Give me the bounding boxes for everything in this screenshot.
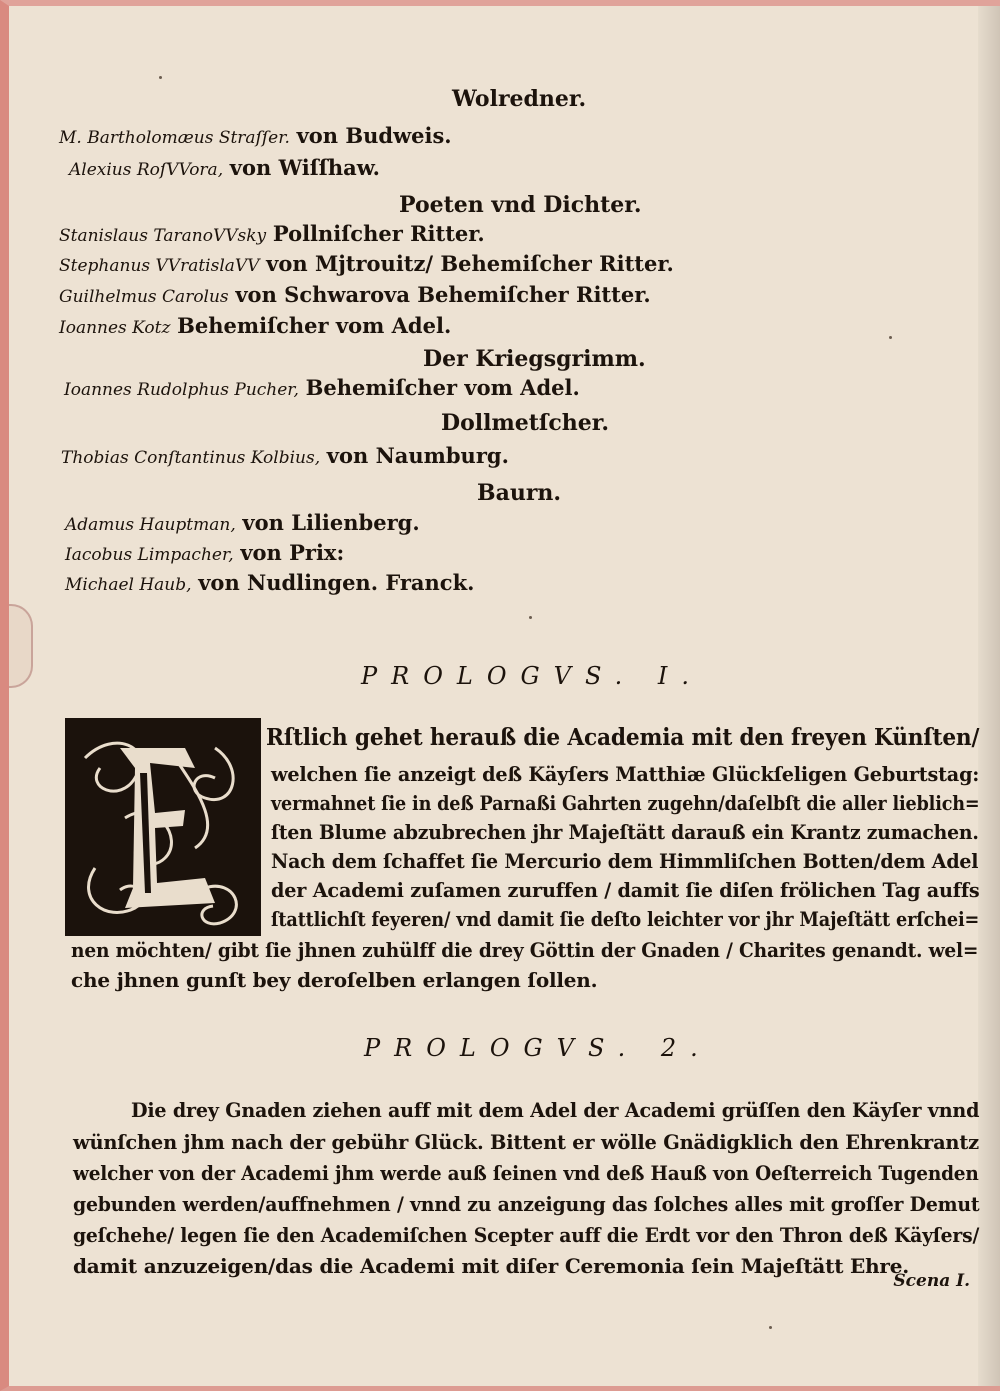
cast-entry: Ioannes Rudolphus Pucher, Behemiſcher vom Adel. xyxy=(64,375,580,400)
paper-speck xyxy=(529,616,532,619)
role-heading: Baurn. xyxy=(477,480,562,506)
cast-entry: Iacobus Limpacher, von Prix: xyxy=(65,540,345,565)
cast-entry: Stanislaus TaranoVVsky Pollniſcher Ritter. xyxy=(59,221,485,246)
prologus-1-line: der Academi zuſamen zuruffen / damit ſie diſen frölichen Tag auffs xyxy=(271,878,980,902)
cast-entry: Thobias Conſtantinus Kolbius, von Naumburg. xyxy=(61,443,509,468)
prologus-1-line: ſten Blume abzubrechen jhr Majeſtätt darauß ein Krantz zumachen. xyxy=(271,820,979,844)
paper-speck xyxy=(159,76,162,79)
prologus-2-line: wünſchen jhm nach der gebühr Glück. Bittent er wölle Gnädigklich den Ehrenkrantz xyxy=(73,1130,979,1154)
prologus-2-line: damit anzuzeigen/das die Academi mit diſer Ceremonia ſein Majeſtätt Ehre. xyxy=(73,1254,910,1278)
prologus-1-title: PROLOGVS. I. xyxy=(361,662,703,690)
cast-entry: Stephanus VVratislaVV von Mjtrouitz/ Behemiſcher Ritter. xyxy=(59,251,674,276)
prologus-2-line: welcher von der Academi jhm werde auß ſeinen vnd deß Hauß von Oeſterreich Tugenden xyxy=(73,1161,979,1185)
page-gutter xyxy=(978,6,1000,1391)
prologus-2-line: Die drey Gnaden ziehen auff mit dem Adel der Academi grüſſen den Käyſer vnnd xyxy=(131,1098,980,1122)
catchword: Scena I. xyxy=(893,1271,970,1291)
paper-speck xyxy=(889,336,892,339)
prologus-2-title: PROLOGVS. 2. xyxy=(364,1034,712,1062)
cast-entry: Ioannes Kotz Behemiſcher vom Adel. xyxy=(59,313,452,338)
role-heading: Der Kriegsgrimm. xyxy=(423,346,646,372)
prologus-1-line: welchen ſie anzeigt deß Käyſers Matthiæ Glückſeligen Geburtstag: xyxy=(271,762,980,786)
prologus-2-line: gebunden werden/auffnehmen / vnnd zu anzeigung das ſolches alles mit groſſer Demut xyxy=(73,1192,980,1216)
prologus-1-line: vermahnet ſie in deß Parnaßi Gahrten zugehn/daſelbſt die aller lieblich= xyxy=(271,791,980,815)
page-fold-tab xyxy=(9,604,33,688)
prologus-1-line: che jhnen gunſt bey deroſelben erlangen ſollen. xyxy=(71,968,598,992)
cast-entry: Guilhelmus Carolus von Schwarova Behemiſcher Ritter. xyxy=(59,282,651,307)
role-heading: Wolredner. xyxy=(452,86,587,112)
cast-entry: Michael Haub, von Nudlingen. Franck. xyxy=(65,570,475,595)
role-heading: Dollmetſcher. xyxy=(441,410,609,436)
role-heading: Poeten vnd Dichter. xyxy=(399,192,642,218)
prologus-1-line: ſtattlichſt feyeren/ vnd damit ſie deſto leichter vor jhr Majeſtätt erſchei= xyxy=(271,907,980,931)
cast-entry: Adamus Hauptman, von Lilienberg. xyxy=(65,510,420,535)
prologus-2-line: geſchehe/ legen ſie den Academiſchen Scepter auff die Erdt vor den Thron deß Käyſers/ xyxy=(73,1223,980,1247)
decorated-initial-e xyxy=(65,718,261,936)
prologus-1-line: Rſtlich gehet herauß die Academia mit den freyen Künſten/ xyxy=(266,724,980,751)
paper-speck xyxy=(769,1326,772,1329)
cast-entry: M. Bartholomæus Straſſer. von Budweis. xyxy=(59,123,452,148)
prologus-1-line: nen möchten/ gibt ſie jhnen zuhülff die drey Göttin der Gnaden / Charites genandt. wel= xyxy=(71,938,979,962)
cast-entry: Alexius RoſVVora, von Wiſſhaw. xyxy=(69,155,380,180)
prologus-1-line: Nach dem ſchaffet ſie Mercurio dem Himmliſchen Botten/dem Adel xyxy=(271,849,979,873)
